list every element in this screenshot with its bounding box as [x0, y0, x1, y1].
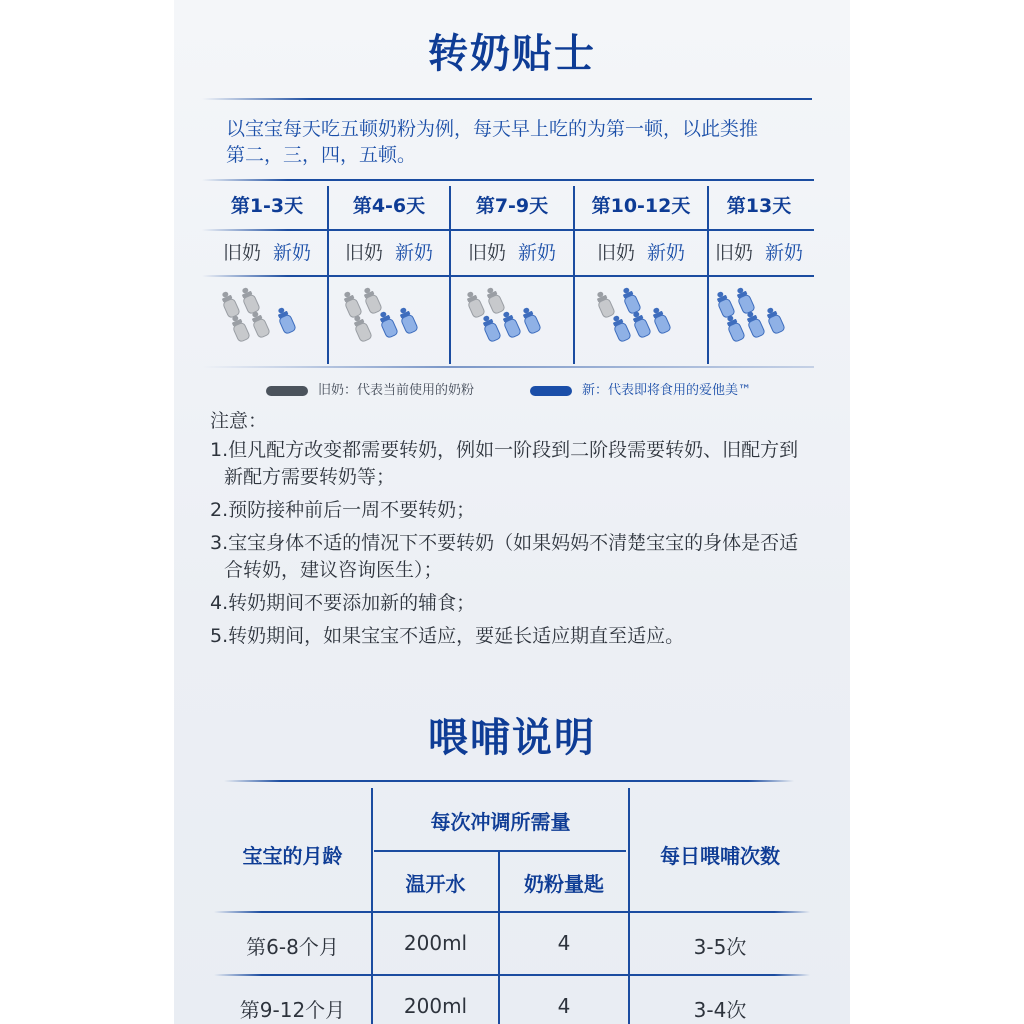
day-range-2: 第4-6天 [352, 195, 426, 217]
new-milk-label: 新奶 [395, 242, 434, 264]
old-milk-bottle-icon [229, 314, 251, 343]
old-milk-bottle-icon [351, 314, 373, 343]
day-range-1: 第1-3天 [230, 195, 304, 217]
legend-old [266, 381, 474, 401]
old-milk-label: 旧奶 [714, 242, 753, 264]
note-item-1-line-1: 1.但凡配方改变都需要转奶，例如一阶段到二阶段需要转奶、旧配方到 [210, 439, 799, 461]
old-milk-label: 旧奶 [467, 242, 506, 264]
old-milk-bottle-icon [361, 286, 383, 315]
old-milk-bottle-icon [239, 286, 261, 315]
header-warm-water: 温开水 [405, 872, 466, 896]
tips-intro [226, 116, 816, 168]
old-milk-bottle-icon [484, 286, 506, 315]
new-milk-bottle-icon [520, 306, 542, 335]
new-milk-bottle-icon [650, 306, 672, 335]
header-baby-age: 宝宝的月龄 [242, 844, 343, 868]
old-milk-bottle-icon [594, 290, 616, 319]
milk-labels-5 [709, 240, 809, 266]
transition-table-row-line-1 [202, 229, 814, 231]
new-milk-bottle-icon [480, 314, 502, 343]
row-2-water: 200ml [403, 994, 468, 1018]
old-milk-bottle-icon [249, 310, 271, 339]
legend-old-text: 旧奶：代表当前使用的奶粉 [318, 383, 475, 398]
new-milk-bottle-icon [744, 310, 766, 339]
feeding-table-header-line [214, 911, 810, 913]
milk-labels-3 [451, 240, 573, 266]
tips-top-divider [202, 98, 812, 100]
notes-heading: 注意： [210, 410, 268, 432]
new-milk-bottle-icon [714, 290, 736, 319]
milk-labels-1 [208, 240, 326, 266]
transition-table-bottom-line [202, 366, 814, 368]
row-1-water: 200ml [403, 931, 468, 955]
new-milk-bottle-icon [500, 310, 522, 339]
header-powder-scoops: 奶粉量匙 [524, 872, 604, 896]
row-2-times: 3-4次 [693, 998, 747, 1022]
note-item-5 [210, 623, 830, 650]
old-milk-label: 旧奶 [344, 242, 383, 264]
new-milk-bottle-icon [397, 306, 419, 335]
feeding-table-divider-3 [628, 788, 630, 1024]
notes-block [210, 408, 830, 656]
feeding-table-top-line [224, 780, 794, 782]
old-milk-label: 旧奶 [222, 242, 261, 264]
milk-labels-4 [575, 240, 707, 266]
bottle-group-1 [214, 285, 320, 355]
bottle-group-2 [336, 285, 442, 355]
note-item-3 [210, 530, 830, 584]
legend-new-text: 新：代表即将食用的爱他美™ [582, 383, 752, 398]
day-range-5: 第13天 [726, 195, 792, 217]
note-item-3-line-1: 3.宝宝身体不适的情况下不要转奶（如果妈妈不清楚宝宝的身体是否适 [210, 532, 799, 554]
old-milk-bottle-icon [341, 290, 363, 319]
new-milk-bottle-icon [764, 306, 786, 335]
bottle-group-3 [459, 285, 565, 355]
new-milk-bottle-icon [275, 306, 297, 335]
old-milk-bottle-icon [464, 290, 486, 319]
new-milk-label: 新奶 [765, 242, 804, 264]
feeding-table [214, 780, 810, 1024]
note-item-4-line-1: 4.转奶期间不要添加新的辅食； [210, 592, 476, 614]
note-item-3-line-2: 合转奶，建议咨询医生）； [224, 559, 443, 581]
new-milk-label: 新奶 [647, 242, 686, 264]
day-range-4: 第10-12天 [591, 195, 691, 217]
tips-intro-line-2: 第二，三，四，五顿。 [226, 144, 417, 166]
note-item-2 [210, 497, 830, 524]
note-item-5-line-1: 5.转奶期间，如果宝宝不适应，要延长适应期直至适应。 [210, 625, 685, 647]
bottle-group-4 [589, 285, 695, 355]
old-milk-label: 旧奶 [596, 242, 635, 264]
product-detail-page [174, 0, 850, 1024]
day-range-3: 第7-9天 [475, 195, 549, 217]
new-milk-label: 新奶 [518, 242, 557, 264]
new-milk-bottle-icon [377, 310, 399, 339]
feeding-title: 喂哺说明 [428, 715, 596, 761]
new-milk-bottle-icon [724, 314, 746, 343]
new-milk-label: 新奶 [273, 242, 312, 264]
feeding-table-subheader-line [374, 850, 626, 852]
row-2-age: 第9-12个月 [239, 998, 346, 1022]
note-item-1 [210, 437, 830, 491]
row-1-times: 3-5次 [693, 935, 747, 959]
new-milk-bottle-icon [630, 310, 652, 339]
bottle-group-5 [709, 285, 815, 355]
note-item-2-line-1: 2.预防接种前后一周不要转奶； [210, 499, 476, 521]
feeding-table-row-line [214, 974, 810, 976]
note-item-4 [210, 590, 830, 617]
new-milk-bottle-icon [620, 286, 642, 315]
header-amount-per-serving: 每次冲调所需量 [430, 810, 571, 834]
old-milk-bottle-icon [219, 290, 241, 319]
legend-new [530, 381, 751, 401]
tips-title: 转奶贴士 [428, 31, 596, 77]
milk-labels-2 [329, 240, 449, 266]
note-item-1-line-2: 新配方需要转奶等； [224, 466, 396, 488]
legend-new-swatch [530, 386, 572, 396]
row-1-scoops: 4 [557, 931, 571, 955]
legend-old-swatch [266, 386, 308, 396]
row-1-age: 第6-8个月 [246, 935, 339, 959]
tips-intro-line-1: 以宝宝每天吃五顿奶粉为例，每天早上吃的为第一顿，以此类推 [226, 118, 759, 140]
header-daily-feedings: 每日喂哺次数 [660, 844, 780, 868]
transition-table-row-line-2 [202, 275, 814, 277]
new-milk-bottle-icon [734, 286, 756, 315]
new-milk-bottle-icon [610, 314, 632, 343]
transition-table-top-line [202, 179, 814, 181]
row-2-scoops: 4 [557, 994, 571, 1018]
